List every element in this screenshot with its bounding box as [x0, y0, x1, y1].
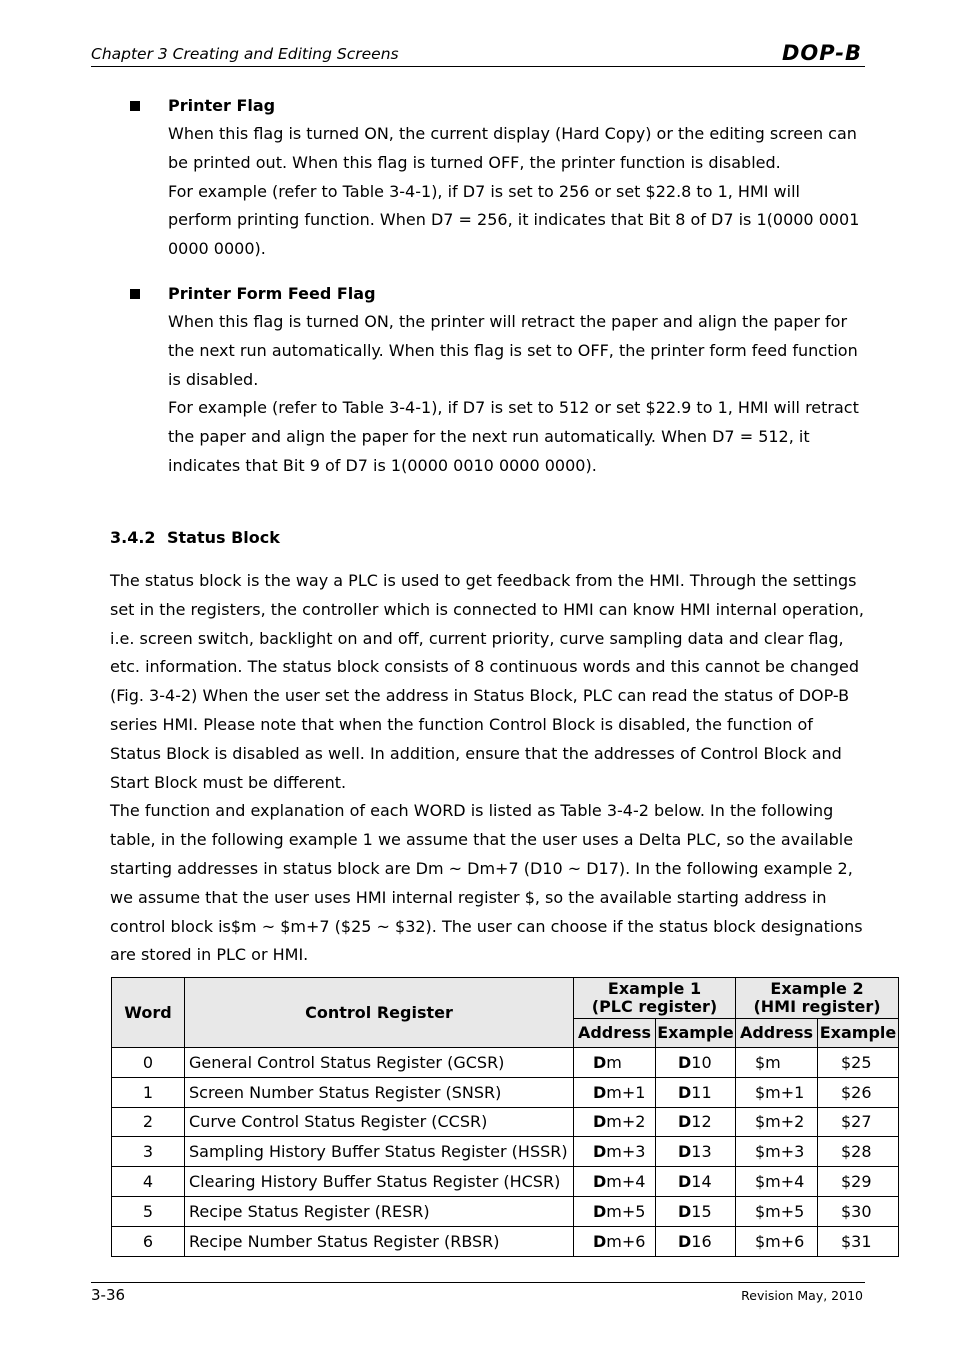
example-1-prefix: D	[678, 1231, 692, 1251]
example-2-cell: $29	[818, 1167, 899, 1197]
address-1-cell	[574, 1226, 656, 1256]
table-row	[112, 1077, 899, 1107]
address-2-cell: $m+5	[736, 1196, 818, 1226]
footer-divider	[91, 1282, 865, 1283]
text-line: (Fig. 3-4-2) When the user set the address in Status Block, PLC can read the status of DOP-B	[110, 686, 850, 706]
address-1-suffix: m+2	[606, 1112, 646, 1132]
text-line: series HMI. Please note that when the function Control Block is disabled, the function of	[110, 714, 813, 734]
example-1-cell	[656, 1196, 736, 1226]
printer-flag-text	[168, 120, 859, 264]
address-1-prefix: D	[593, 1142, 607, 1162]
table-row	[112, 1167, 899, 1197]
word-cell: 1	[112, 1077, 185, 1107]
address-1-cell	[574, 1107, 656, 1137]
text-line: etc. information. The status block consists of 8 continuous words and this cannot be changed	[110, 657, 859, 677]
address-2-cell: $m+2	[736, 1107, 818, 1137]
text-line: perform printing function. When D7 = 256, it indicates that Bit 8 of D7 is 1(0000 0001	[168, 210, 860, 230]
text-line: we assume that the user uses HMI internal register $, so the available starting address in	[110, 887, 827, 907]
table-row	[112, 1137, 899, 1167]
address-1-cell	[574, 1167, 656, 1197]
status-block-text	[110, 567, 864, 970]
text-line: 0000 0000).	[168, 239, 266, 259]
square-bullet-icon	[130, 289, 140, 299]
example-1-suffix: 10	[691, 1052, 712, 1072]
header-word: Word	[112, 978, 185, 1048]
text-line: i.e. screen switch, backlight on and off, current priority, curve sampling data and clear flag,	[110, 628, 844, 648]
word-cell: 0	[112, 1048, 185, 1078]
text-line: table, in the following example 1 we assume that the user uses a Delta PLC, so the available	[110, 830, 854, 850]
header-example-2-sub: (HMI register)	[753, 997, 881, 1016]
address-1-prefix: D	[593, 1112, 607, 1132]
address-1-cell	[574, 1077, 656, 1107]
address-1-prefix: D	[593, 1231, 607, 1251]
register-cell: Recipe Number Status Register (RBSR)	[185, 1226, 574, 1256]
address-2-cell: $m+6	[736, 1226, 818, 1256]
example-1-suffix: 15	[691, 1201, 712, 1221]
header-example-2-title: Example 2	[770, 979, 864, 998]
address-1-prefix: D	[593, 1201, 607, 1221]
status-register-table	[111, 977, 899, 1257]
example-1-cell	[656, 1107, 736, 1137]
header-example-col-2: Example	[818, 1019, 899, 1048]
example-2-cell: $30	[818, 1196, 899, 1226]
header-address-2: Address	[736, 1019, 818, 1048]
address-2-cell: $m	[736, 1048, 818, 1078]
text-line: starting addresses in status block are Dm ~ Dm+7 (D10 ~ D17). In the following example 2,	[110, 858, 853, 878]
address-1-suffix: m+3	[606, 1142, 646, 1162]
text-line: are stored in PLC or HMI.	[110, 945, 309, 965]
example-1-suffix: 13	[691, 1142, 712, 1162]
register-cell: Recipe Status Register (RESR)	[185, 1196, 574, 1226]
register-cell: General Control Status Register (GCSR)	[185, 1048, 574, 1078]
example-1-prefix: D	[678, 1082, 692, 1102]
page-number: 3-36	[91, 1286, 126, 1304]
text-line: set in the registers, the controller which is connected to HMI can know HMI internal operation,	[110, 599, 864, 619]
text-line: Start Block must be different.	[110, 772, 347, 792]
example-1-cell	[656, 1077, 736, 1107]
word-cell: 2	[112, 1107, 185, 1137]
form-feed-flag-text	[168, 308, 859, 481]
address-1-prefix: D	[593, 1052, 607, 1072]
header-example-col-1: Example	[656, 1019, 736, 1048]
text-line: The function and explanation of each WORD is listed as Table 3-4-2 below. In the following	[110, 801, 834, 821]
word-cell: 3	[112, 1137, 185, 1167]
header-address-1: Address	[574, 1019, 656, 1048]
header-example-1-title: Example 1	[607, 979, 702, 998]
header-divider	[91, 66, 865, 67]
example-1-prefix: D	[678, 1142, 692, 1162]
example-1-prefix: D	[678, 1201, 692, 1221]
address-2-cell: $m+1	[736, 1077, 818, 1107]
example-1-suffix: 14	[691, 1172, 712, 1192]
address-1-cell	[574, 1196, 656, 1226]
header-example-1	[574, 978, 736, 1019]
square-bullet-icon	[130, 101, 140, 111]
address-1-suffix: m+4	[606, 1172, 646, 1192]
text-line: be printed out. When this flag is turned OFF, the printer function is disabled.	[168, 152, 781, 172]
example-2-cell: $31	[818, 1226, 899, 1256]
text-line: is disabled.	[168, 369, 259, 389]
section-heading	[110, 528, 280, 547]
example-1-suffix: 16	[691, 1231, 712, 1251]
dop-b-logo: DOP-B	[782, 41, 863, 65]
register-cell: Clearing History Buffer Status Register (HCSR)	[185, 1167, 574, 1197]
table-row	[112, 1048, 899, 1078]
example-1-cell	[656, 1226, 736, 1256]
address-1-prefix: D	[593, 1082, 607, 1102]
example-1-cell	[656, 1048, 736, 1078]
example-1-prefix: D	[678, 1052, 692, 1072]
text-line: control block is$m ~ $m+7 ($25 ~ $32). The user can choose if the status block designations	[110, 916, 863, 936]
printer-flag-title: Printer Flag	[168, 96, 276, 115]
header-control-register: Control Register	[185, 978, 574, 1048]
text-line: When this flag is turned ON, the current display (Hard Copy) or the editing screen can	[168, 124, 857, 143]
address-1-prefix: D	[593, 1172, 607, 1192]
example-1-prefix: D	[678, 1172, 692, 1192]
form-feed-flag-title: Printer Form Feed Flag	[168, 284, 376, 303]
example-2-cell: $26	[818, 1077, 899, 1107]
section-number: 3.4.2	[110, 528, 156, 547]
table-row	[112, 1107, 899, 1137]
register-cell: Screen Number Status Register (SNSR)	[185, 1077, 574, 1107]
table-row	[112, 1196, 899, 1226]
address-1-suffix: m	[606, 1052, 622, 1072]
example-1-cell	[656, 1137, 736, 1167]
example-1-prefix: D	[678, 1112, 692, 1132]
text-line: The status block is the way a PLC is used to get feedback from the HMI. Through the settings	[110, 571, 857, 590]
table-row	[112, 1226, 899, 1256]
text-line: the paper and align the paper for the next run automatically. When D7 = 512, it	[168, 427, 810, 447]
word-cell: 6	[112, 1226, 185, 1256]
header-example-2	[736, 978, 899, 1019]
example-1-cell	[656, 1167, 736, 1197]
address-1-suffix: m+5	[606, 1201, 646, 1221]
text-line: When this flag is turned ON, the printer will retract the paper and align the paper for	[168, 312, 848, 331]
example-1-suffix: 12	[691, 1112, 712, 1132]
address-1-suffix: m+6	[606, 1231, 646, 1251]
word-cell: 5	[112, 1196, 185, 1226]
address-2-cell: $m+3	[736, 1137, 818, 1167]
address-1-cell	[574, 1048, 656, 1078]
address-2-cell: $m+4	[736, 1167, 818, 1197]
text-line: indicates that Bit 9 of D7 is 1(0000 0010 0000 0000).	[168, 455, 597, 475]
example-2-cell: $28	[818, 1137, 899, 1167]
text-line: the next run automatically. When this flag is set to OFF, the printer form feed function	[168, 340, 858, 360]
text-line: Status Block is disabled as well. In addition, ensure that the addresses of Control Block and	[110, 743, 842, 763]
address-1-suffix: m+1	[606, 1082, 646, 1102]
register-cell: Sampling History Buffer Status Register (HSSR)	[185, 1137, 574, 1167]
text-line: For example (refer to Table 3-4-1), if D7 is set to 256 or set $22.8 to 1, HMI will	[168, 181, 800, 201]
address-1-cell	[574, 1137, 656, 1167]
example-2-cell: $27	[818, 1107, 899, 1137]
word-cell: 4	[112, 1167, 185, 1197]
text-line: For example (refer to Table 3-4-1), if D7 is set to 512 or set $22.9 to 1, HMI will retract	[168, 398, 859, 418]
register-cell: Curve Control Status Register (CCSR)	[185, 1107, 574, 1137]
section-title: Status Block	[167, 528, 280, 547]
revision-date: Revision May, 2010	[741, 1288, 863, 1303]
example-1-suffix: 11	[691, 1082, 712, 1102]
chapter-title: Chapter 3 Creating and Editing Screens	[91, 45, 399, 63]
example-2-cell: $25	[818, 1048, 899, 1078]
header-example-1-sub: (PLC register)	[591, 997, 718, 1016]
